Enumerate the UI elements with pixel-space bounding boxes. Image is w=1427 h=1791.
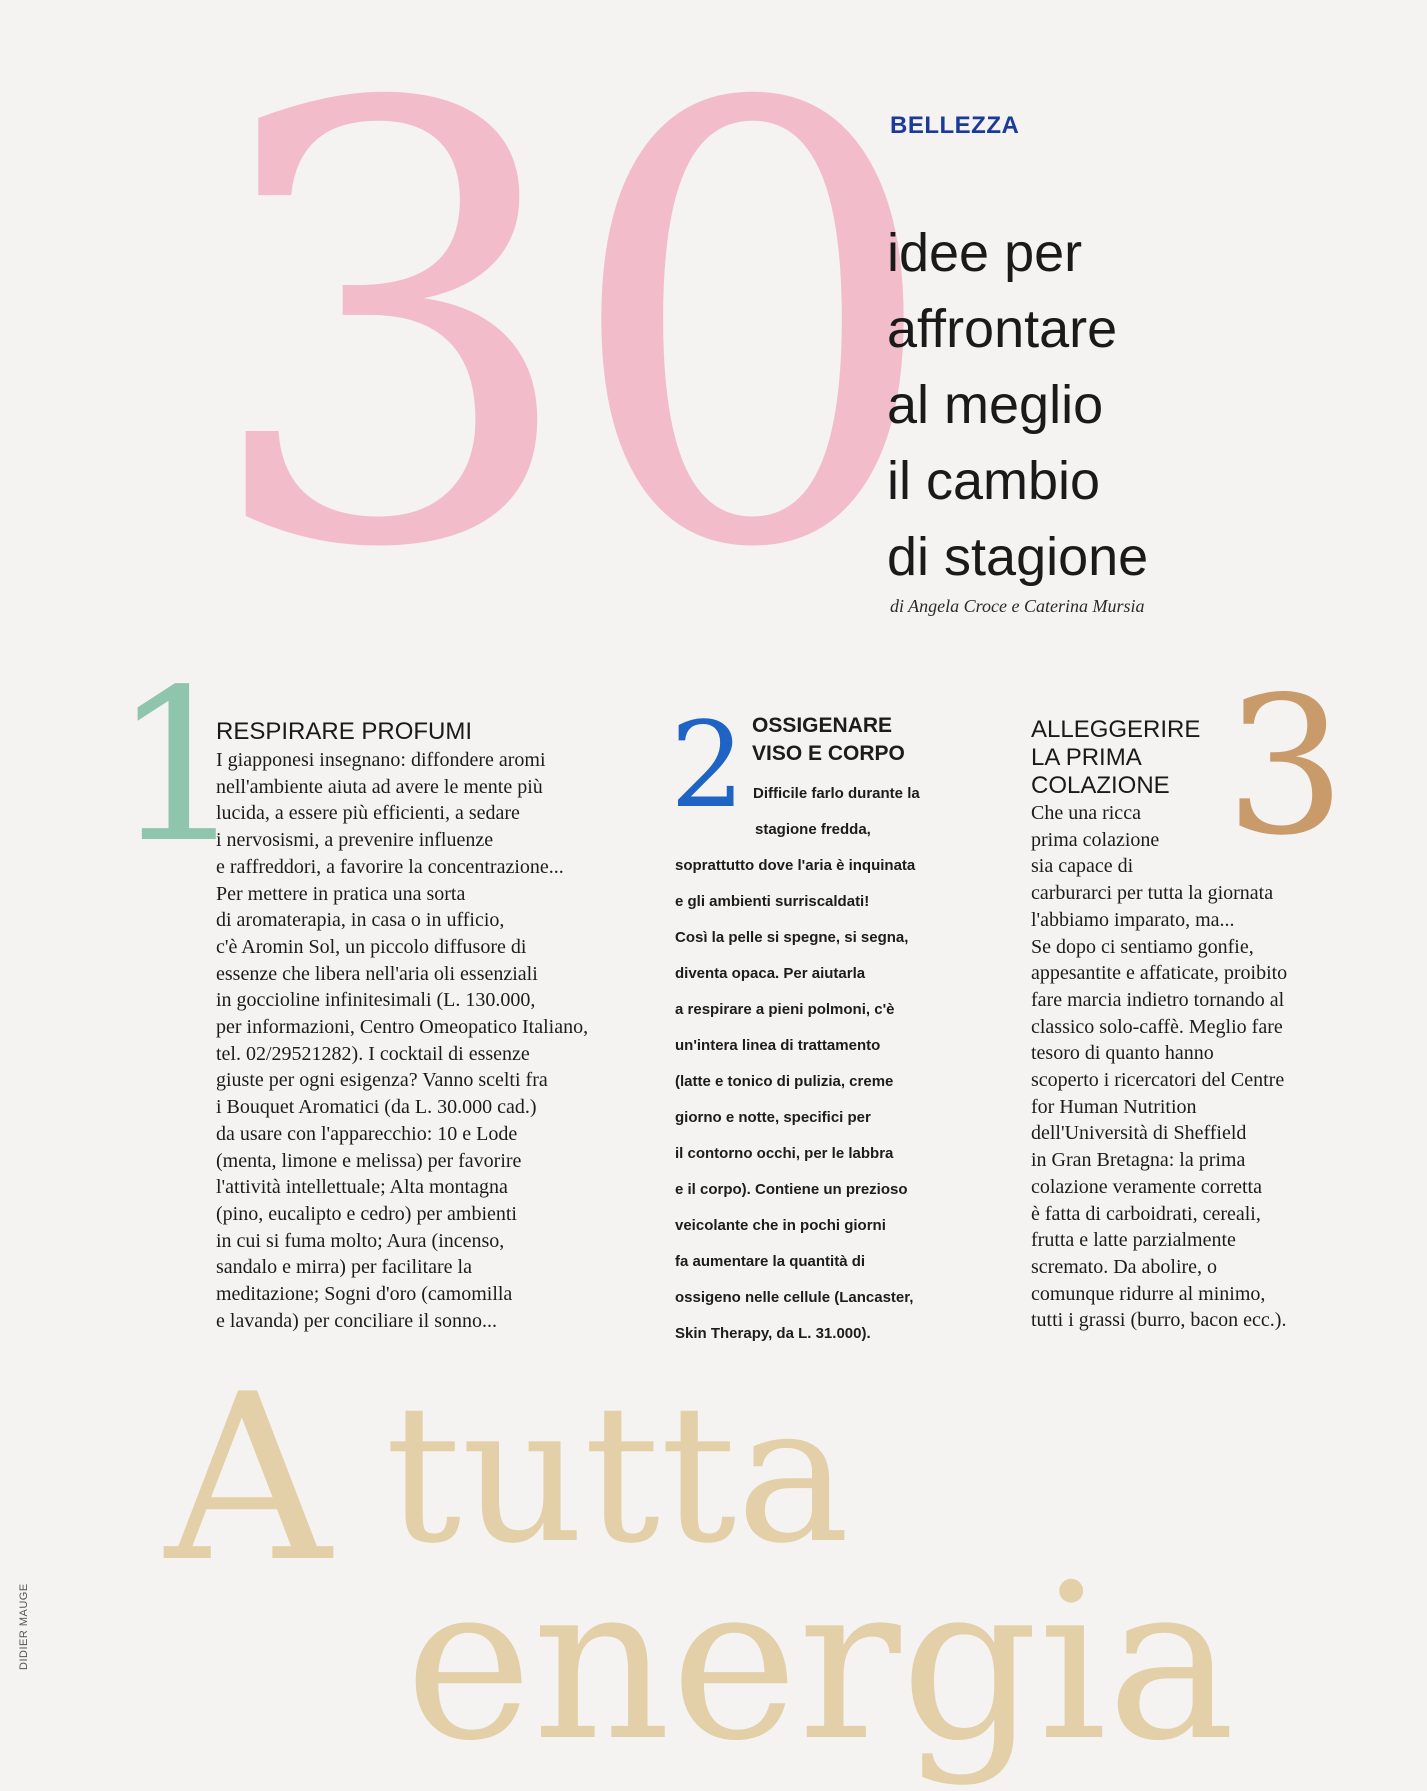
headline-number: 30 [200, 0, 924, 679]
body-line: colazione veramente corretta [1031, 1175, 1262, 1198]
body-line: sia capace di [1031, 855, 1134, 878]
body-line: e il corpo). Contiene un prezioso [675, 1181, 908, 1198]
item-2-number: 2 [670, 696, 746, 834]
body-line: dell'Università di Sheffield [1031, 1122, 1247, 1145]
body-line: è fatta di carboidrati, cereali, [1031, 1202, 1261, 1225]
title-art-a: A [165, 1346, 332, 1613]
body-line: scremato. Da abolire, o [1031, 1255, 1218, 1278]
item-3-title [1031, 716, 1200, 800]
body-line: Se dopo ci sentiamo gonfie, [1031, 935, 1254, 958]
body-line: tesoro di quanto hanno [1031, 1042, 1214, 1065]
item-1-title-line: RESPIRARE PROFUMI [216, 718, 473, 745]
headline-line: di stagione [887, 527, 1149, 587]
body-line: sandalo e mirra) per facilitare la [216, 1256, 472, 1279]
body-line: for Human Nutrition [1031, 1095, 1197, 1118]
byline: di Angela Croce e Caterina Mursia [890, 596, 1145, 616]
item-2-body [675, 776, 975, 1352]
body-line: il contorno occhi, per le labbra [675, 1145, 894, 1162]
body-line: tutti i grassi (burro, bacon ecc.). [1031, 1309, 1287, 1332]
body-line: (latte e tonico di pulizia, creme [675, 1073, 894, 1090]
body-line: meditazione; Sogni d'oro (camomilla [216, 1283, 513, 1306]
body-line: da usare con l'apparecchio: 10 e Lode [216, 1122, 518, 1145]
body-line: veicolante che in pochi giorni [675, 1217, 886, 1234]
body-line: i Bouquet Aromatici (da L. 30.000 cad.) [216, 1096, 537, 1119]
item-2-title-line: VISO E CORPO [752, 742, 905, 765]
item-2-title-line: OSSIGENARE [752, 714, 893, 737]
body-line: (menta, limone e melissa) per favorire [216, 1149, 522, 1172]
title-art-energia: energia [405, 1537, 1236, 1788]
title-art-tutta: tutta [385, 1364, 850, 1585]
body-line: giorno e notte, specifici per [675, 1109, 871, 1126]
item-1-title [216, 718, 472, 746]
body-line: nell'ambiente aiuta ad avere le mente più [216, 775, 543, 798]
body-line: carburarci per tutta la giornata [1031, 882, 1274, 905]
body-line: un'intera linea di trattamento [675, 1037, 881, 1054]
item-3-number: 3 [1225, 656, 1346, 877]
body-line: e gli ambienti surriscaldati! [675, 893, 870, 910]
section-tag: BELLEZZA [890, 112, 1020, 139]
headline-line: il cambio [887, 451, 1101, 511]
item-1-body [216, 747, 588, 1334]
body-line: Per mettere in pratica una sorta [216, 882, 466, 905]
body-line: appesantite e affaticate, proibito [1031, 962, 1288, 985]
body-line: Difficile farlo durante la [753, 785, 920, 802]
body-line: Skin Therapy, da L. 31.000). [675, 1325, 871, 1342]
body-line: Così la pelle si spegne, si segna, [675, 929, 909, 946]
body-line: e raffreddori, a favorire la concentrazione... [216, 855, 564, 878]
body-line: fare marcia indietro tornando al [1031, 988, 1285, 1011]
body-line: l'abbiamo imparato, ma... [1031, 908, 1235, 931]
item-3-title-line: COLAZIONE [1031, 772, 1170, 799]
body-line: in goccioline infinitesimali (L. 130.000, [216, 989, 536, 1012]
item-3-title-line: ALLEGGERIRE [1031, 716, 1201, 743]
headline-line: idee per [887, 223, 1083, 283]
body-line: tel. 02/29521282). I cocktail di essenze [216, 1042, 530, 1065]
body-line: i nervosismi, a prevenire influenze [216, 829, 494, 852]
body-line: giuste per ogni esigenza? Vanno scelti fra [216, 1069, 548, 1092]
body-line: classico solo-caffè. Meglio fare [1031, 1015, 1283, 1038]
body-line: I giapponesi insegnano: diffondere aromi [216, 749, 546, 771]
item-3-title-line: LA PRIMA [1031, 744, 1142, 771]
item-2-title [752, 712, 905, 768]
body-line: comunque ridurre al minimo, [1031, 1282, 1266, 1305]
item-3-body [1031, 800, 1287, 1334]
body-line: Che una ricca [1031, 802, 1141, 824]
body-line: (pino, eucalipto e cedro) per ambienti [216, 1202, 517, 1225]
body-line: diventa opaca. Per aiutarla [675, 965, 866, 982]
item-1-number: 1 [112, 644, 246, 889]
body-line: per informazioni, Centro Omeopatico Italiano, [216, 1016, 589, 1039]
body-line: ossigeno nelle cellule (Lancaster, [675, 1289, 914, 1306]
body-line: in cui si fuma molto; Aura (incenso, [216, 1229, 505, 1252]
body-line: lucida, a essere più efficienti, a sedare [216, 802, 520, 825]
body-line: di aromaterapia, in casa o in ufficio, [216, 909, 505, 932]
body-line: l'attività intellettuale; Alta montagna [216, 1176, 508, 1199]
body-line: fa aumentare la quantità di [675, 1253, 866, 1270]
body-line: frutta e latte parzialmente [1031, 1229, 1236, 1252]
headline-line: al meglio [887, 375, 1104, 435]
body-line: essenze che libera nell'aria oli essenziali [216, 962, 538, 985]
body-line: stagione fredda, [755, 821, 871, 838]
headline [887, 215, 1307, 595]
headline-line: affrontare [887, 299, 1118, 359]
body-line: e lavanda) per conciliare il sonno... [216, 1309, 497, 1332]
body-line: in Gran Bretagna: la prima [1031, 1149, 1246, 1172]
body-line: c'è Aromin Sol, un piccolo diffusore di [216, 935, 527, 958]
body-line: a respirare a pieni polmoni, c'è [675, 1001, 895, 1018]
body-line: soprattutto dove l'aria è inquinata [675, 857, 916, 874]
photo-credit: DIDIER MAUGE [18, 1583, 30, 1670]
body-line: prima colazione [1031, 828, 1160, 851]
body-line: scoperto i ricercatori del Centre [1031, 1069, 1285, 1092]
